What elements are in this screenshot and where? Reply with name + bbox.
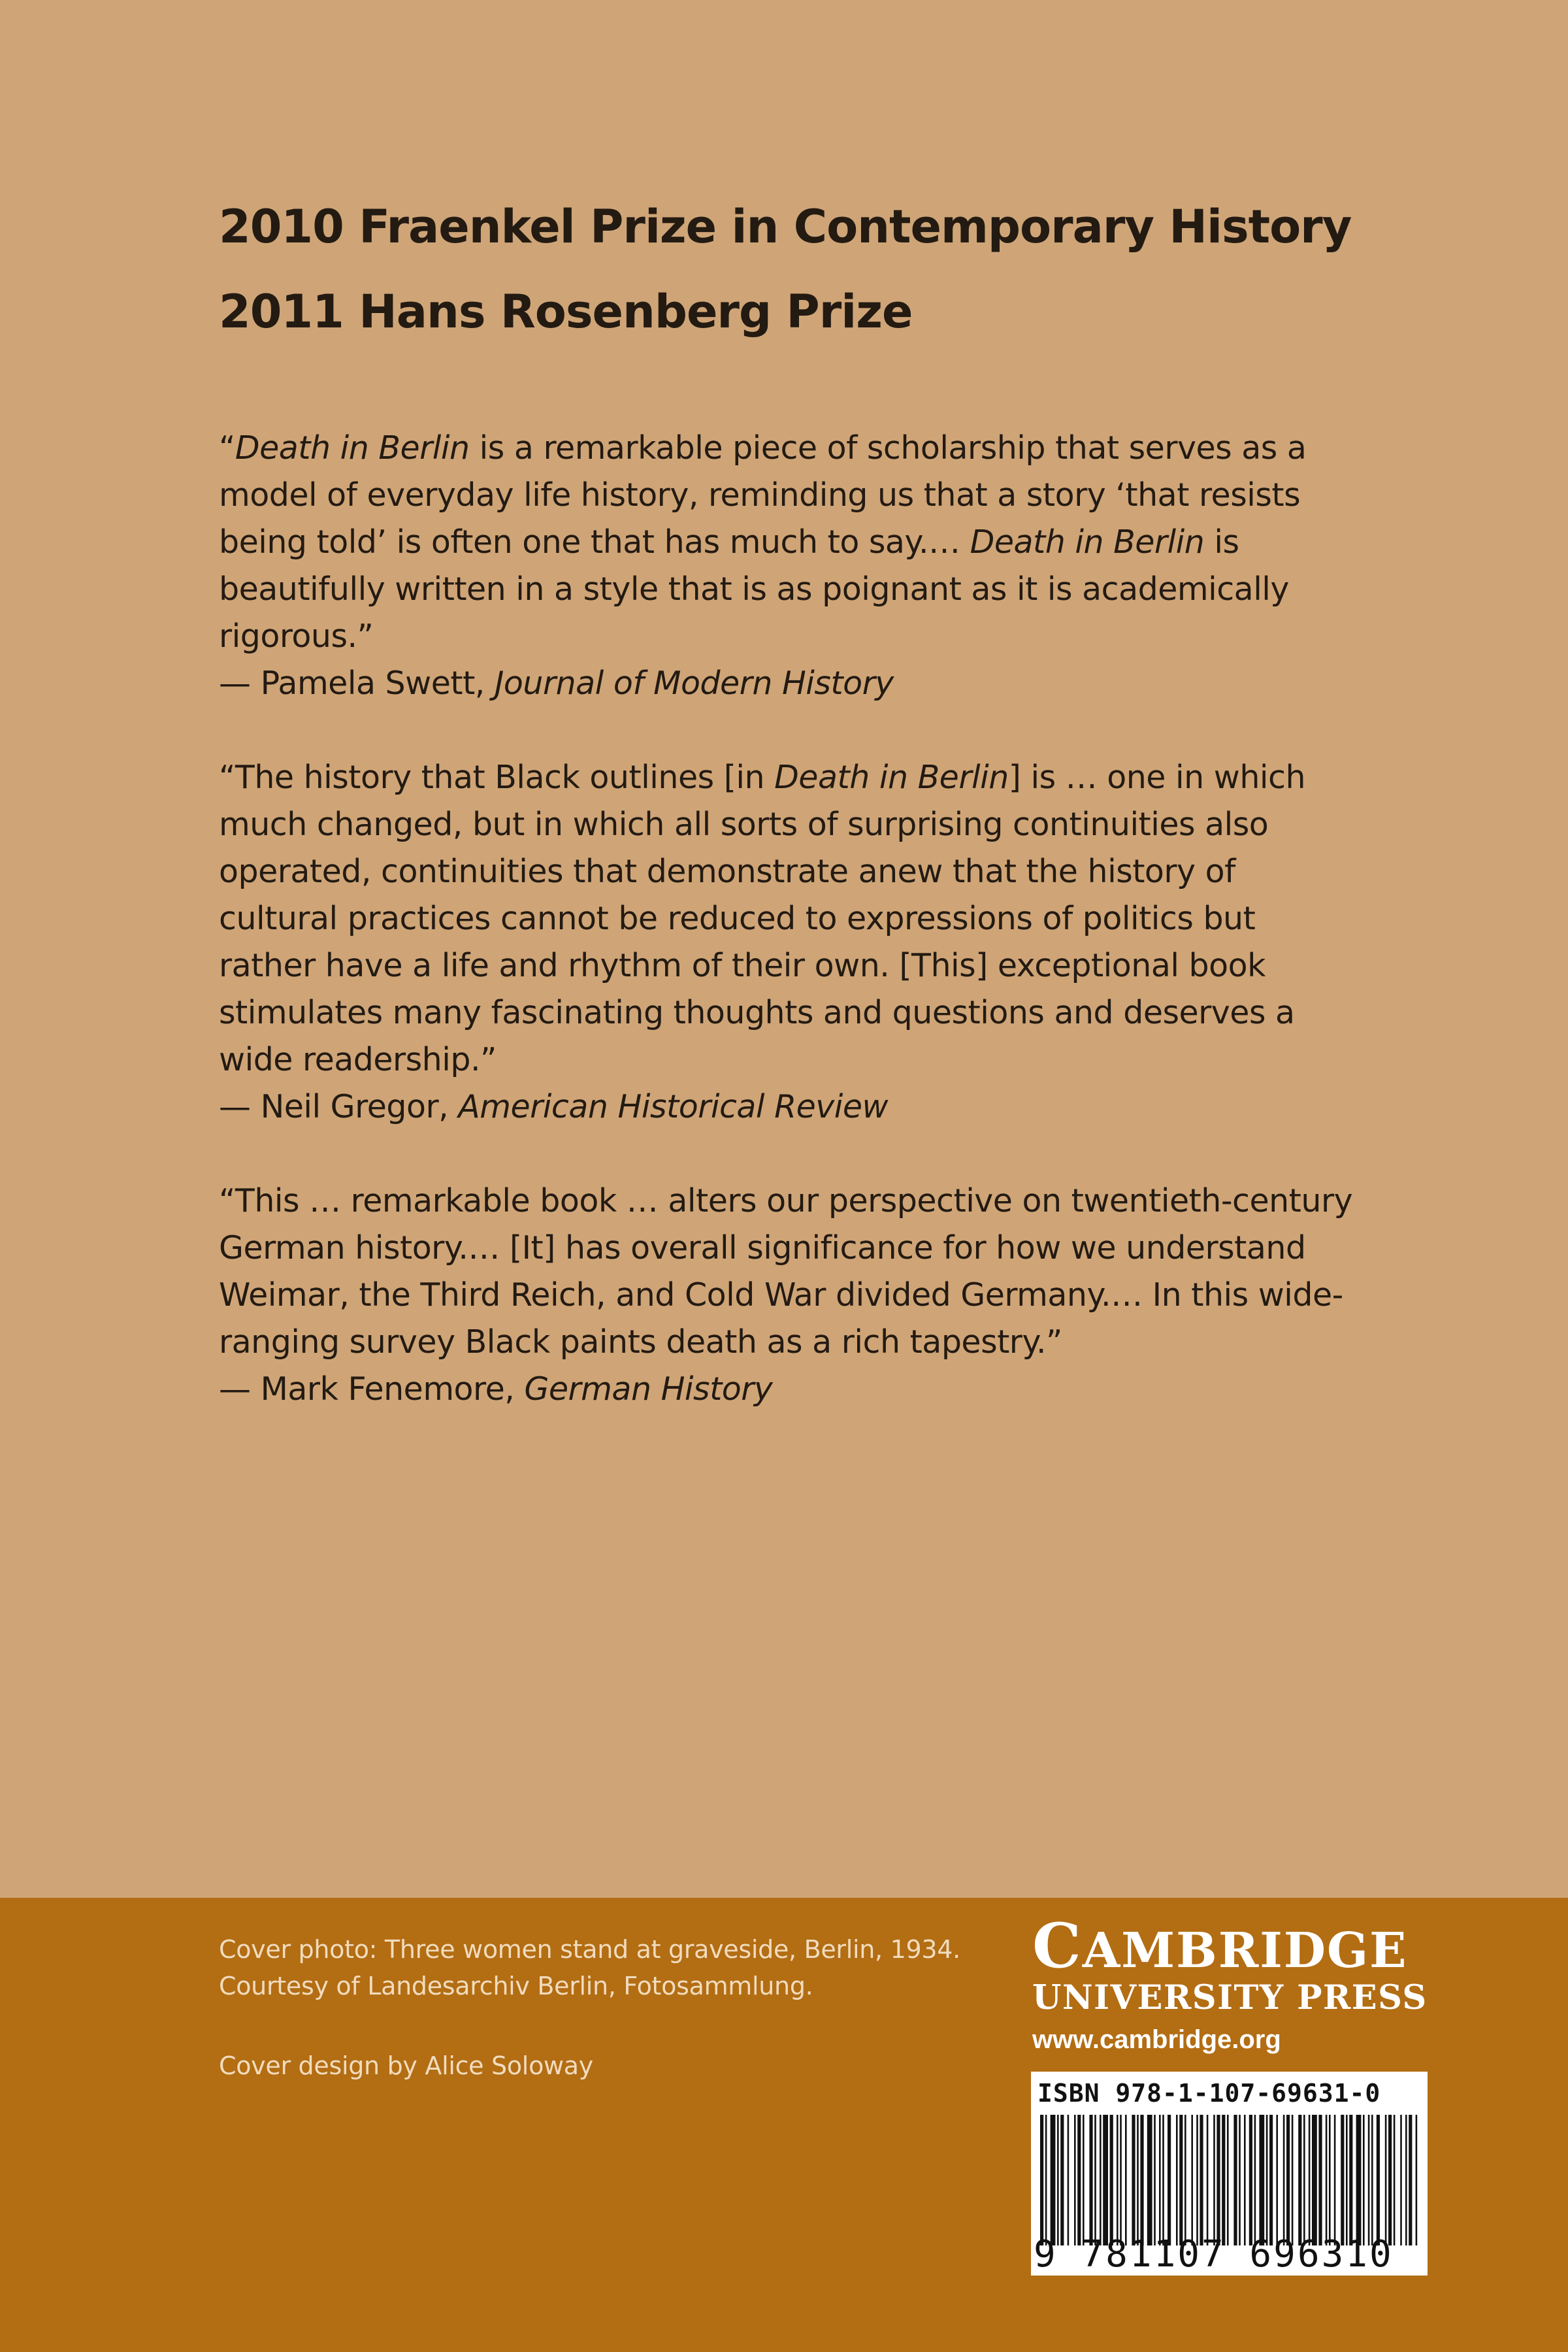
publisher-subtitle: UNIVERSITY PRESS: [1032, 1978, 1428, 2017]
barcode-bars: [1037, 2115, 1423, 2245]
quote-text: [219, 425, 1356, 660]
barcode-digits: 9 781107 696310: [1034, 2233, 1394, 2276]
reviewer-name: — Neil Gregor,: [219, 1088, 459, 1125]
quote-segment: is beautifully written in a style that is as poignant as it is academically rigorous.”: [219, 523, 1289, 655]
review-source: German History: [524, 1370, 773, 1408]
quote-text: [219, 1178, 1356, 1366]
prize-list: [219, 196, 1395, 366]
review-quote: [219, 754, 1356, 1131]
review-quote: [219, 1178, 1356, 1413]
quote-segment: “: [219, 429, 235, 467]
review-source: American Historical Review: [458, 1088, 889, 1125]
reviewer-name: — Mark Fenemore,: [219, 1370, 525, 1408]
quote-attribution: [219, 1084, 1356, 1131]
isbn-label: ISBN 978-1-107-69631-0: [1037, 2079, 1381, 2108]
quote-segment: “This … remarkable book … alters our perspective on twentieth-century German history.… [It] has overall significance for how we understand Weimar, the Third Reich, and Cold War divided Germany.… In this wide-ranging survey Black paints death as a rich tapestry.”: [219, 1182, 1353, 1361]
publisher-name-initial: C: [1032, 1910, 1083, 1982]
prize-rosenberg: 2011 Hans Rosenberg Prize: [219, 285, 913, 339]
review-quote: [219, 425, 1356, 707]
cover-photo-courtesy: Courtesy of Landesarchiv Berlin, Fotosammlung.: [219, 1972, 813, 2000]
review-quotes: [219, 425, 1356, 1460]
publisher-url[interactable]: www.cambridge.org: [1032, 2025, 1281, 2054]
publisher-logo: [1032, 1910, 1428, 2060]
cover-photo-credit: Cover photo: Three women stand at graveside, Berlin, 1934.: [219, 1935, 960, 1964]
quote-segment: is a remarkable piece of scholarship that serves as a model of everyday life history, reminding us that a story ‘that resists being told’ is often one that has much to say.…: [219, 429, 1307, 561]
quote-attribution: [219, 660, 1356, 707]
publisher-name-rest: AMBRIDGE: [1082, 1923, 1408, 1979]
publisher-name: [1032, 1910, 1428, 1982]
quote-title: Death in Berlin: [235, 429, 470, 467]
quote-title: Death in Berlin: [774, 759, 1009, 796]
reviewer-name: — Pamela Swett,: [219, 665, 495, 702]
credit-spacer: [219, 2004, 970, 2047]
cover-design-credit: Cover design by Alice Soloway: [219, 2051, 593, 2080]
quote-text: [219, 754, 1356, 1084]
prize-fraenkel: 2010 Fraenkel Prize in Contemporary History: [219, 200, 1352, 254]
quote-attribution: [219, 1366, 1356, 1413]
review-source: Journal of Modern History: [494, 665, 894, 702]
quote-title: Death in Berlin: [970, 523, 1205, 561]
isbn-barcode: [1031, 2072, 1428, 2276]
cover-credits: [219, 1931, 970, 2084]
quote-segment: “The history that Black outlines [in: [219, 759, 775, 796]
quote-segment: ] is … one in which much changed, but in which all sorts of surprising continuities also operated, continuities that demonstrate anew that the history of cultural practices cannot be reduced to expressions of politics but rather have a life and rhythm of their own. [This] exceptional book stimulates many fascinating thoughts and questions and deserves a wide readership.”: [219, 759, 1305, 1078]
